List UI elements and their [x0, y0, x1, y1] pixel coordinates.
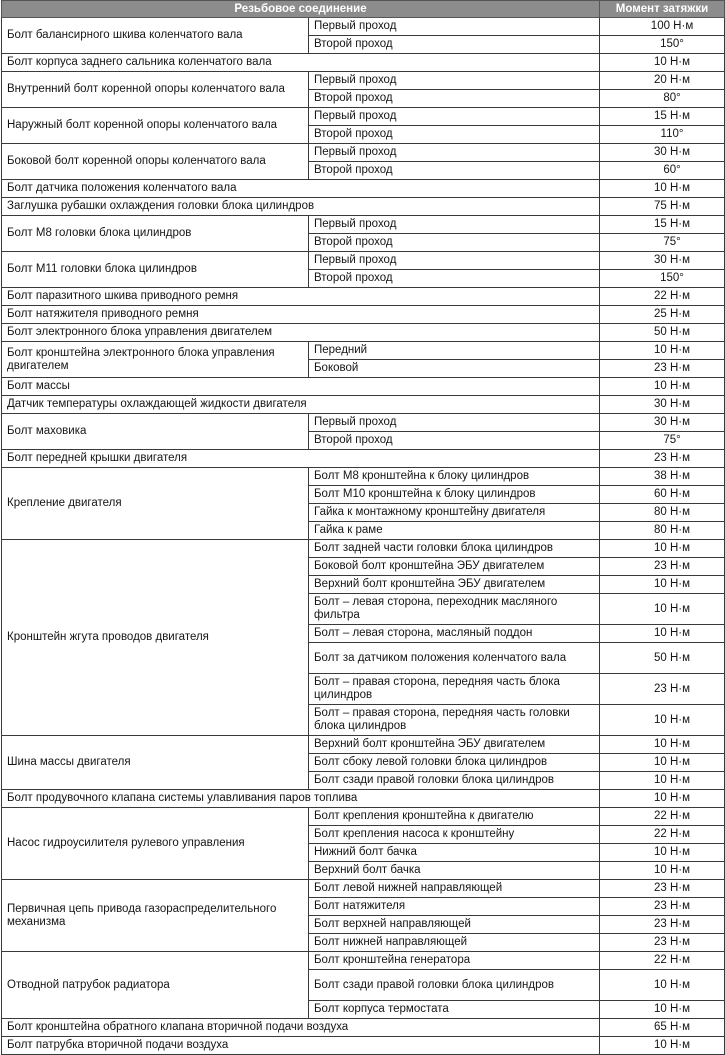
table-row — [2, 396, 725, 414]
torque-value-cell: 10 Н·м — [600, 862, 725, 880]
torque-table — [1, 0, 725, 1055]
table-body — [2, 18, 725, 1055]
connection-name-cell: Болт кронштейна электронного блока управления двигателем — [2, 342, 309, 378]
torque-value-cell: 10 Н·м — [600, 754, 725, 772]
connection-name-cell: Крепление двигателя — [2, 468, 309, 540]
sub-condition-cell: Второй проход — [309, 126, 600, 144]
connection-name-cell: Болт передней крышки двигателя — [2, 450, 600, 468]
torque-value-cell: 60 Н·м — [600, 486, 725, 504]
connection-name-cell: Болт М8 головки блока цилиндров — [2, 216, 309, 252]
torque-value-cell: 10 Н·м — [600, 772, 725, 790]
table-row — [2, 324, 725, 342]
sub-condition-cell: Болт задней части головки блока цилиндров — [309, 540, 600, 558]
sub-condition-cell: Боковой — [309, 360, 600, 378]
table-row — [2, 216, 725, 234]
table-row — [2, 468, 725, 486]
sub-condition-cell: Первый проход — [309, 414, 600, 432]
sub-condition-cell: Второй проход — [309, 162, 600, 180]
sub-condition-cell: Болт сзади правой головки блока цилиндров — [309, 970, 600, 1001]
sub-condition-cell: Болт крепления кронштейна к двигателю — [309, 808, 600, 826]
sub-condition-cell: Болт нижней направляющей — [309, 934, 600, 952]
torque-value-cell: 10 Н·м — [600, 790, 725, 808]
torque-value-cell: 30 Н·м — [600, 252, 725, 270]
table-row — [2, 198, 725, 216]
torque-value-cell: 23 Н·м — [600, 898, 725, 916]
connection-name-cell: Насос гидроусилителя рулевого управления — [2, 808, 309, 880]
torque-value-cell: 10 Н·м — [600, 970, 725, 1001]
sub-condition-cell: Болт – правая сторона, передняя часть блока цилиндров — [309, 674, 600, 705]
connection-name-cell: Болт электронного блока управления двигателем — [2, 324, 600, 342]
torque-value-cell: 150° — [600, 36, 725, 54]
sub-condition-cell: Второй проход — [309, 270, 600, 288]
sub-condition-cell: Гайка к раме — [309, 522, 600, 540]
torque-value-cell: 10 Н·м — [600, 54, 725, 72]
sub-condition-cell: Болт М8 кронштейна к блоку цилиндров — [309, 468, 600, 486]
torque-value-cell: 38 Н·м — [600, 468, 725, 486]
sub-condition-cell: Болт – левая сторона, масляный поддон — [309, 625, 600, 643]
connection-name-cell: Заглушка рубашки охлаждения головки блока цилиндров — [2, 198, 600, 216]
torque-value-cell: 80° — [600, 90, 725, 108]
connection-name-cell: Болт паразитного шкива приводного ремня — [2, 288, 600, 306]
torque-value-cell: 10 Н·м — [600, 342, 725, 360]
connection-name-cell: Болт балансирного шкива коленчатого вала — [2, 18, 309, 54]
sub-condition-cell: Болт за датчиком положения коленчатого вала — [309, 643, 600, 674]
torque-value-cell: 10 Н·м — [600, 1037, 725, 1055]
connection-name-cell: Болт корпуса заднего сальника коленчатого вала — [2, 54, 600, 72]
torque-value-cell: 23 Н·м — [600, 450, 725, 468]
table-row — [2, 288, 725, 306]
header-connection: Резьбовое соединение — [2, 1, 600, 18]
torque-value-cell: 30 Н·м — [600, 414, 725, 432]
torque-value-cell: 10 Н·м — [600, 594, 725, 625]
table-row — [2, 18, 725, 36]
torque-value-cell: 65 Н·м — [600, 1019, 725, 1037]
torque-value-cell: 110° — [600, 126, 725, 144]
sub-condition-cell: Болт – левая сторона, переходник масляного фильтра — [309, 594, 600, 625]
torque-value-cell: 10 Н·м — [600, 576, 725, 594]
sub-condition-cell: Первый проход — [309, 108, 600, 126]
sub-condition-cell: Верхний болт кронштейна ЭБУ двигателем — [309, 576, 600, 594]
table-row — [2, 144, 725, 162]
table-row — [2, 72, 725, 90]
sub-condition-cell: Второй проход — [309, 36, 600, 54]
table-row — [2, 540, 725, 558]
connection-name-cell: Болт натяжителя приводного ремня — [2, 306, 600, 324]
sub-condition-cell: Болт сзади правой головки блока цилиндров — [309, 772, 600, 790]
sub-condition-cell: Верхний болт бачка — [309, 862, 600, 880]
sub-condition-cell: Первый проход — [309, 216, 600, 234]
torque-value-cell: 15 Н·м — [600, 108, 725, 126]
connection-name-cell: Отводной патрубок радиатора — [2, 952, 309, 1019]
sub-condition-cell: Болт левой нижней направляющей — [309, 880, 600, 898]
torque-value-cell: 75° — [600, 432, 725, 450]
torque-value-cell: 23 Н·м — [600, 880, 725, 898]
table-row — [2, 342, 725, 360]
torque-value-cell: 150° — [600, 270, 725, 288]
torque-value-cell: 75° — [600, 234, 725, 252]
sub-condition-cell: Болт – правая сторона, передняя часть головки блока цилиндров — [309, 705, 600, 736]
torque-value-cell: 30 Н·м — [600, 396, 725, 414]
torque-value-cell: 23 Н·м — [600, 934, 725, 952]
torque-value-cell: 25 Н·м — [600, 306, 725, 324]
connection-name-cell: Шина массы двигателя — [2, 736, 309, 790]
torque-value-cell: 80 Н·м — [600, 504, 725, 522]
torque-value-cell: 80 Н·м — [600, 522, 725, 540]
sub-condition-cell: Боковой болт кронштейна ЭБУ двигателем — [309, 558, 600, 576]
sub-condition-cell: Болт корпуса термостата — [309, 1001, 600, 1019]
sub-condition-cell: Передний — [309, 342, 600, 360]
sub-condition-cell: Болт сбоку левой головки блока цилиндров — [309, 754, 600, 772]
sub-condition-cell: Первый проход — [309, 144, 600, 162]
table-row — [2, 180, 725, 198]
connection-name-cell: Первичная цепь привода газораспределительного механизма — [2, 880, 309, 952]
torque-value-cell: 23 Н·м — [600, 674, 725, 705]
table-row — [2, 54, 725, 72]
sub-condition-cell: Гайка к монтажному кронштейну двигателя — [309, 504, 600, 522]
connection-name-cell: Внутренний болт коренной опоры коленчатого вала — [2, 72, 309, 108]
connection-name-cell: Датчик температуры охлаждающей жидкости двигателя — [2, 396, 600, 414]
sub-condition-cell: Болт верхней направляющей — [309, 916, 600, 934]
torque-value-cell: 50 Н·м — [600, 324, 725, 342]
table-row — [2, 450, 725, 468]
table-row — [2, 252, 725, 270]
sub-condition-cell: Первый проход — [309, 72, 600, 90]
sub-condition-cell: Первый проход — [309, 18, 600, 36]
sub-condition-cell: Первый проход — [309, 252, 600, 270]
sub-condition-cell: Второй проход — [309, 90, 600, 108]
torque-value-cell: 22 Н·м — [600, 808, 725, 826]
table-row — [2, 952, 725, 970]
sub-condition-cell: Болт крепления насоса к кронштейну — [309, 826, 600, 844]
table-row — [2, 1037, 725, 1055]
table-row — [2, 378, 725, 396]
header-row — [2, 1, 725, 18]
connection-name-cell: Болт кронштейна обратного клапана вторичной подачи воздуха — [2, 1019, 600, 1037]
connection-name-cell: Болт датчика положения коленчатого вала — [2, 180, 600, 198]
sub-condition-cell: Верхний болт кронштейна ЭБУ двигателем — [309, 736, 600, 754]
torque-value-cell: 10 Н·м — [600, 180, 725, 198]
sub-condition-cell: Второй проход — [309, 432, 600, 450]
torque-value-cell: 15 Н·м — [600, 216, 725, 234]
torque-value-cell: 23 Н·м — [600, 360, 725, 378]
torque-value-cell: 10 Н·м — [600, 540, 725, 558]
header-torque: Момент затяжки — [600, 1, 725, 18]
connection-name-cell: Болт патрубка вторичной подачи воздуха — [2, 1037, 600, 1055]
table-row — [2, 306, 725, 324]
connection-name-cell: Болт М11 головки блока цилиндров — [2, 252, 309, 288]
sub-condition-cell: Болт кронштейна генератора — [309, 952, 600, 970]
sub-condition-cell: Нижний болт бачка — [309, 844, 600, 862]
connection-name-cell: Болт массы — [2, 378, 600, 396]
torque-value-cell: 10 Н·м — [600, 736, 725, 754]
sub-condition-cell: Болт натяжителя — [309, 898, 600, 916]
connection-name-cell: Наружный болт коренной опоры коленчатого вала — [2, 108, 309, 144]
torque-value-cell: 22 Н·м — [600, 288, 725, 306]
torque-value-cell: 22 Н·м — [600, 952, 725, 970]
connection-name-cell: Болт маховика — [2, 414, 309, 450]
torque-value-cell: 23 Н·м — [600, 558, 725, 576]
sub-condition-cell: Второй проход — [309, 234, 600, 252]
table-row — [2, 1019, 725, 1037]
torque-value-cell: 20 Н·м — [600, 72, 725, 90]
torque-value-cell: 10 Н·м — [600, 378, 725, 396]
torque-value-cell: 30 Н·м — [600, 144, 725, 162]
connection-name-cell: Боковой болт коренной опоры коленчатого вала — [2, 144, 309, 180]
table-row — [2, 880, 725, 898]
connection-name-cell: Кронштейн жгута проводов двигателя — [2, 540, 309, 736]
torque-value-cell: 22 Н·м — [600, 826, 725, 844]
torque-value-cell: 23 Н·м — [600, 916, 725, 934]
torque-value-cell: 10 Н·м — [600, 625, 725, 643]
table-row — [2, 108, 725, 126]
sub-condition-cell: Болт М10 кронштейна к блоку цилиндров — [309, 486, 600, 504]
table-row — [2, 414, 725, 432]
torque-value-cell: 10 Н·м — [600, 844, 725, 862]
table-row — [2, 790, 725, 808]
torque-value-cell: 10 Н·м — [600, 1001, 725, 1019]
torque-value-cell: 10 Н·м — [600, 705, 725, 736]
torque-value-cell: 60° — [600, 162, 725, 180]
torque-value-cell: 50 Н·м — [600, 643, 725, 674]
table-row — [2, 736, 725, 754]
table-row — [2, 808, 725, 826]
torque-value-cell: 75 Н·м — [600, 198, 725, 216]
torque-value-cell: 100 Н·м — [600, 18, 725, 36]
connection-name-cell: Болт продувочного клапана системы улавливания паров топлива — [2, 790, 600, 808]
